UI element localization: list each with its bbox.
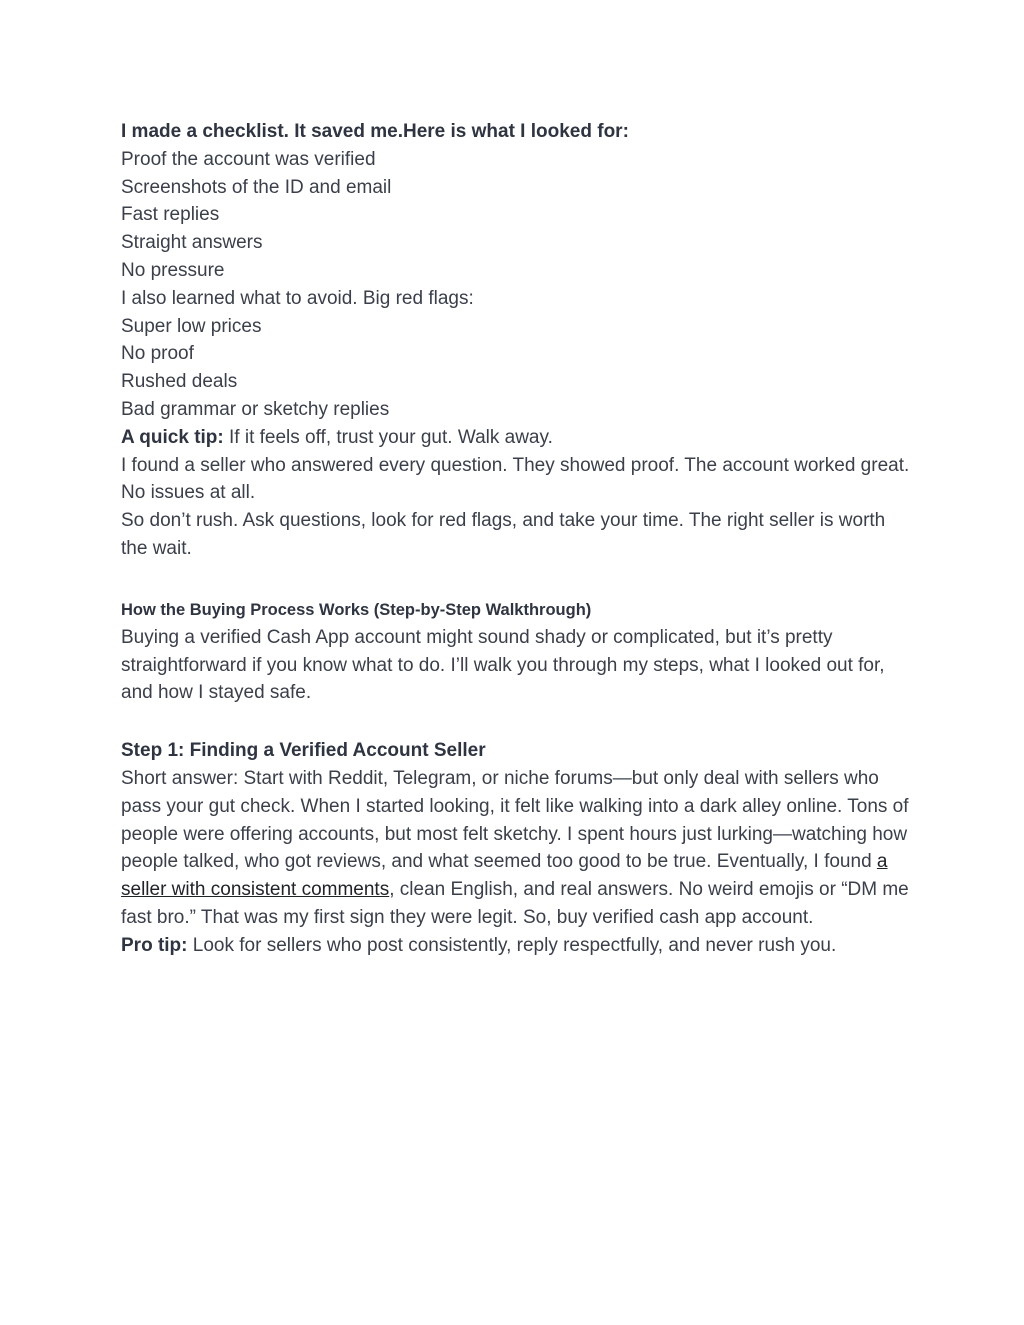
red-flag-item: Super low prices bbox=[121, 315, 262, 337]
step1-paragraph bbox=[121, 765, 911, 932]
red-flag-item: Bad grammar or sketchy replies bbox=[121, 398, 390, 420]
seller-paragraph: I found a seller who answered every question. They showed proof. The account worked great. No issues at all. bbox=[121, 454, 910, 504]
pro-tip-text: Look for sellers who post consistently, reply respectfully, and never rush you. bbox=[187, 934, 837, 956]
checklist-item: Proof the account was verified bbox=[121, 148, 376, 170]
section-intro: Buying a verified Cash App account might sound shady or complicated, but it’s pretty straightforward if you know what to do. I’ll walk you through my steps, what I looked out for, and how I stayed safe. bbox=[121, 626, 885, 704]
checklist-item: No pressure bbox=[121, 259, 225, 281]
checklist-intro: I made a checklist. It saved me.Here is what I looked for: bbox=[121, 121, 629, 142]
red-flag-item: Rushed deals bbox=[121, 371, 238, 393]
quick-tip-label: A quick tip: bbox=[121, 426, 224, 448]
step1-text-before-link: Short answer: Start with Reddit, Telegram, or niche forums—but only deal with sellers who pass your gut check. When I started looking, it felt like walking into a dark alley online. Tons of people were offering accounts, but most felt sketchy. I spent hours just lurking—watching how people talked, who got reviews, and what seemed too good to be true. Eventually, I found bbox=[121, 767, 909, 873]
step1-heading: Step 1: Finding a Verified Account Seller bbox=[121, 740, 486, 762]
red-flags-intro: I also learned what to avoid. Big red flags: bbox=[121, 287, 474, 309]
red-flags-list bbox=[121, 313, 911, 424]
red-flag-item: No proof bbox=[121, 343, 194, 365]
checklist-item: Straight answers bbox=[121, 232, 263, 254]
step1-text-after-link: , clean English, and real answers. No weird emojis or “DM me fast bro.” That was my first sign they were legit. So, buy verified cash app account. bbox=[121, 879, 909, 928]
checklist-item: Fast replies bbox=[121, 204, 220, 226]
checklist-item: Screenshots of the ID and email bbox=[121, 176, 392, 198]
seller-comments-link[interactable]: a seller with consistent comments bbox=[121, 851, 888, 901]
section-heading: How the Buying Process Works (Step-by-Step Walkthrough) bbox=[121, 600, 592, 619]
quick-tip-text: If it feels off, trust your gut. Walk away. bbox=[223, 426, 553, 448]
checklist-list bbox=[121, 146, 911, 285]
pro-tip bbox=[121, 932, 911, 960]
advice-paragraph: So don’t rush. Ask questions, look for red flags, and take your time. The right seller is worth the wait. bbox=[121, 510, 886, 559]
document-body bbox=[121, 118, 911, 960]
pro-tip-label: Pro tip: bbox=[121, 934, 188, 956]
quick-tip bbox=[121, 424, 911, 452]
